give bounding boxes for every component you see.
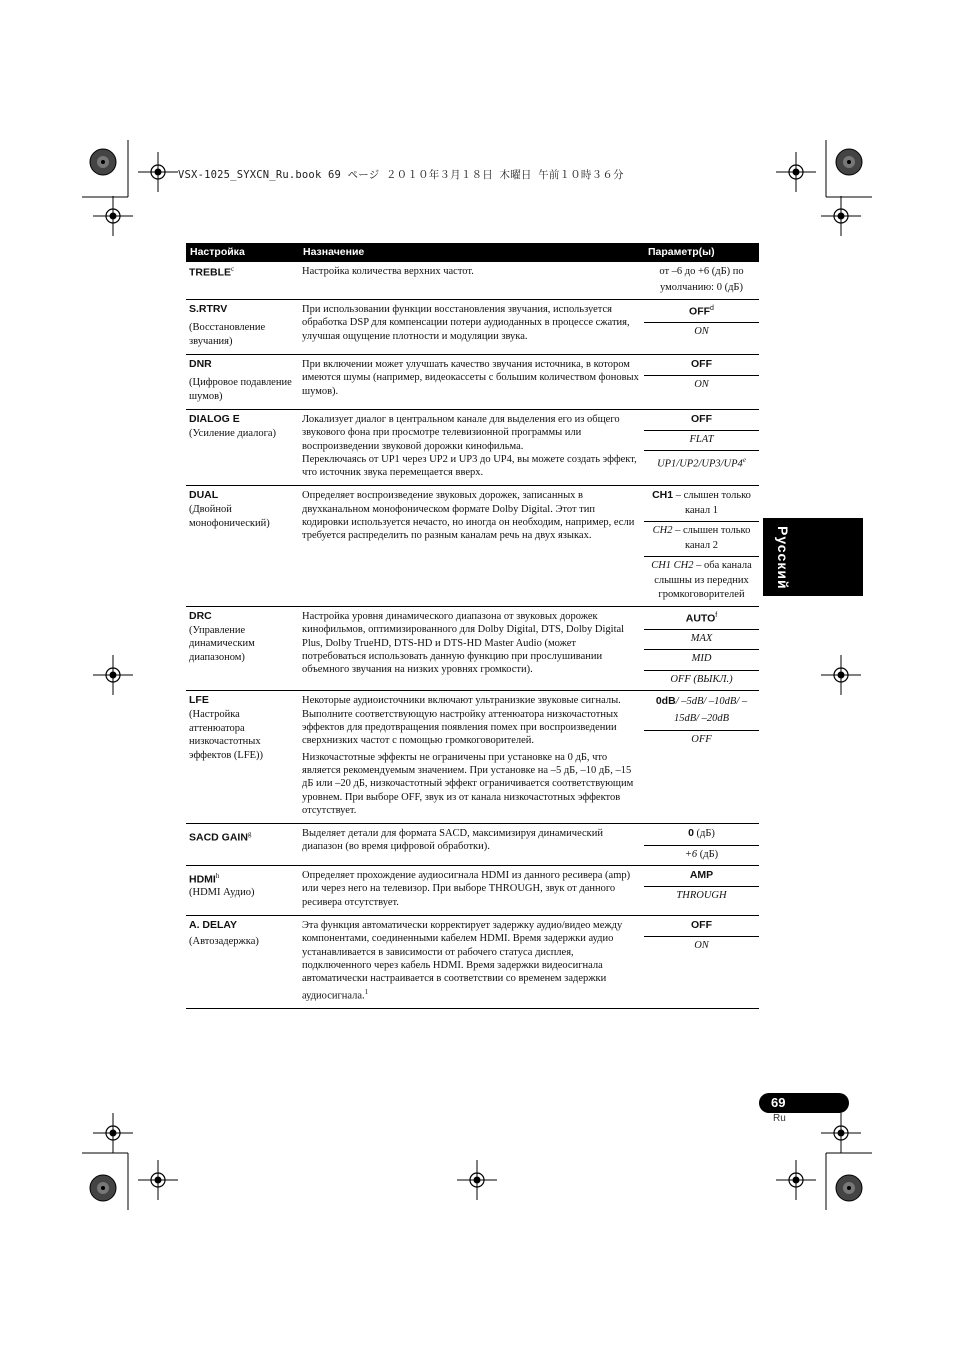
params-cell — [644, 916, 759, 1009]
setting-name: HDMI$^h$ — [189, 872, 220, 886]
setting-description: Низкочастотные эффекты не ограничены при установке на 0 дБ, что является рекомендуемым значением. При установке на –5 дБ, –10 дБ, –15 дБ или –20 дБ, низкочастотный эффект ограничивается соответствующим уровнем. При выборе OFF, звук из от канала низкочастотных эффектов отсутствует. — [302, 751, 634, 816]
param-option: AMP — [644, 866, 759, 887]
setting-description: Локализует диалог в центральном канале для выделения его из общего звукового фона при просмотре телевизионной программы или воспроизведении звуковой дорожки кинофильма. — [302, 414, 620, 452]
purpose-cell — [299, 355, 644, 410]
setting-description: Настройка уровня динамического диапазона от звуковых дорожек кинофильмов, оптимизированного для Dolby Digital, DTS, Dolby Digital Plus, Dolby TrueHD, DTS-HD и DTS-HD Master Audio (может потребоваться использовать данную функцию при прослушивании объемного звучания на низких уровнях громкости). — [302, 610, 625, 676]
params-cell — [644, 355, 759, 410]
setting-description: Эта функция автоматически корректирует задержку аудио/видео между компонентами, соединенными кабелем HDMI. Время задержки аудио устанавливается в зависимости от рабочего статуса дисплея, подключенного через кабель HDMI. Время задержки видеосигнала автоматически настраивается в соответствии со временем задержки аудиосигнала.$^1$ — [302, 920, 623, 1002]
setting-name: SACD GAIN$^g$ — [189, 830, 252, 844]
table-header-row — [186, 243, 759, 262]
table-row — [186, 824, 759, 866]
setting-description: При использовании функции восстановления звучания, используется обработка DSP для компенсации потери аудиоданных в процессе сжатия, улучшая ощущение плотности и модуляции звука. — [302, 304, 630, 342]
setting-name: DNR — [189, 358, 212, 370]
params-cell — [644, 824, 759, 866]
setting-cell — [186, 300, 299, 355]
params-cell — [644, 691, 759, 824]
param-option: +6 (дБ) — [684, 848, 719, 860]
language-side-tab — [763, 518, 863, 596]
param-option: 0dB/ –5dB/ –10dB/ –15dB/ –20dB — [644, 691, 759, 731]
param-option: THROUGH — [676, 889, 727, 901]
header-setting: Настройка — [186, 243, 299, 262]
params-cell — [644, 866, 759, 916]
setting-name: S.RTRV — [189, 303, 228, 315]
setting-cell — [186, 486, 299, 607]
param-option: от –6 до +6 (дБ) по умолчанию: 0 (дБ) — [659, 266, 744, 293]
setting-cell — [186, 355, 299, 410]
param-option: UP1/UP2/UP3/UP4e — [657, 456, 746, 470]
setting-description: При включении может улучшать качество звучания источника, в котором имеются шумы (например, видеокассеты с большим количеством фоновых шумов). — [302, 359, 639, 397]
setting-description: Определяет воспроизведение звуковых дорожек, записанных в двухканальном монофоническом формате Dolby Digital. Этот тип кодировки используется нечасто, но иногда он необходим, например, если требуется распределить по разным каналам речь на двух языках. — [302, 490, 635, 542]
purpose-cell — [299, 824, 644, 866]
setting-name: DRC — [189, 609, 212, 622]
param-option: OFF — [644, 410, 759, 431]
setting-name: DUAL — [189, 489, 219, 502]
param-option: OFF — [644, 355, 759, 376]
purpose-cell — [299, 300, 644, 355]
param-option: OFF (ВЫКЛ.) — [670, 673, 733, 685]
table-row — [186, 691, 759, 824]
param-option: CH1 CH2 – оба канала слышны из передних громкоговорителей — [651, 560, 752, 601]
param-option: OFF — [691, 734, 712, 746]
purpose-cell — [299, 486, 644, 607]
setting-subtitle: (Цифровое подавление шумов) — [189, 377, 292, 402]
setting-name: TREBLE$^c$ — [189, 265, 235, 279]
table-row — [186, 300, 759, 355]
param-option: 0 (дБ) — [644, 824, 759, 846]
params-cell — [644, 486, 759, 607]
param-option: OFF — [644, 916, 759, 937]
setting-cell — [186, 606, 299, 691]
setting-name: A. DELAY — [189, 919, 238, 932]
setting-cell — [186, 691, 299, 824]
setting-name: LFE — [189, 694, 209, 707]
setting-subtitle: (Усиление диалога) — [189, 428, 277, 439]
setting-cell — [186, 262, 299, 300]
purpose-cell — [299, 606, 644, 691]
params-cell — [644, 262, 759, 300]
setting-cell — [186, 866, 299, 916]
page-number-badge — [759, 1093, 849, 1113]
setting-cell — [186, 824, 299, 866]
param-option: FLAT — [644, 431, 759, 452]
purpose-cell — [299, 262, 644, 300]
param-option: CH1 – слышен только канал 1 — [644, 486, 759, 522]
table-row — [186, 866, 759, 916]
setting-subtitle: (Восстановление звучания) — [189, 322, 266, 347]
params-cell — [644, 410, 759, 486]
param-option: ON — [694, 378, 709, 390]
param-option: OFF$^d$ — [644, 300, 759, 323]
setting-description: Переключаясь от UP1 через UP2 и UP3 до UP4, вы можете создать эффект, что источник звука перемещается вверх. — [302, 453, 637, 479]
table-row — [186, 262, 759, 300]
param-option: MAX — [644, 630, 759, 651]
language-label: Русский — [775, 526, 791, 590]
print-header-line: VSX-1025_SYXCN_Ru.book 69 ページ ２０１０年３月１８日 木曜日 午前１０時３６分 — [178, 169, 624, 181]
table-row — [186, 916, 759, 1009]
param-option: MID — [644, 650, 759, 671]
purpose-cell — [299, 410, 644, 486]
purpose-cell — [299, 916, 644, 1009]
param-option: ON — [694, 939, 709, 951]
setting-subtitle: (Автозадержка) — [189, 936, 259, 948]
page-number: 69 — [771, 1095, 786, 1110]
setting-cell — [186, 916, 299, 1009]
purpose-cell — [299, 866, 644, 916]
param-option: AUTO$^f$ — [644, 607, 759, 630]
table-row — [186, 355, 759, 410]
setting-description: Выделяет детали для формата SACD, максимизируя динамический диапазон (во время цифровой обработки). — [302, 828, 604, 853]
settings-table — [186, 243, 759, 1009]
setting-description: Некоторые аудиоисточники включают ультранизкие звуковые сигналы. Выполните соответствующую настройку аттенюатора низкочастотных эффектов для предотвращения появления помех при воспроизведении сверхнизких частот с помощью громкоговорителей. — [302, 695, 621, 747]
table-row — [186, 606, 759, 691]
header-purpose: Назначение — [299, 243, 644, 262]
setting-subtitle: (Управление динамическим диапазоном) — [189, 624, 255, 663]
table-row — [186, 410, 759, 486]
page-language-code: Ru — [773, 1113, 786, 1124]
param-option: ON — [694, 326, 709, 337]
setting-name: DIALOG E — [189, 413, 240, 425]
setting-subtitle: (Двойной монофонический) — [189, 504, 270, 529]
params-cell — [644, 606, 759, 691]
table-row — [186, 486, 759, 607]
setting-subtitle: (HDMI Аудио) — [189, 886, 255, 898]
setting-description: Определяет прохождение аудиосигнала HDMI из данного ресивера (amp) или через него на телевизор. При выборе THROUGH, звук от данного ресивера отсутствует. — [302, 870, 631, 908]
setting-subtitle: (Настройка аттенюатора низкочастотных эффектов (LFE)) — [189, 709, 264, 761]
setting-cell — [186, 410, 299, 486]
param-option: CH2 – слышен только канал 2 — [644, 522, 759, 557]
setting-description: Настройка количества верхних частот. — [302, 266, 474, 277]
purpose-cell — [299, 691, 644, 824]
header-params: Параметр(ы) — [644, 243, 759, 262]
params-cell — [644, 300, 759, 355]
